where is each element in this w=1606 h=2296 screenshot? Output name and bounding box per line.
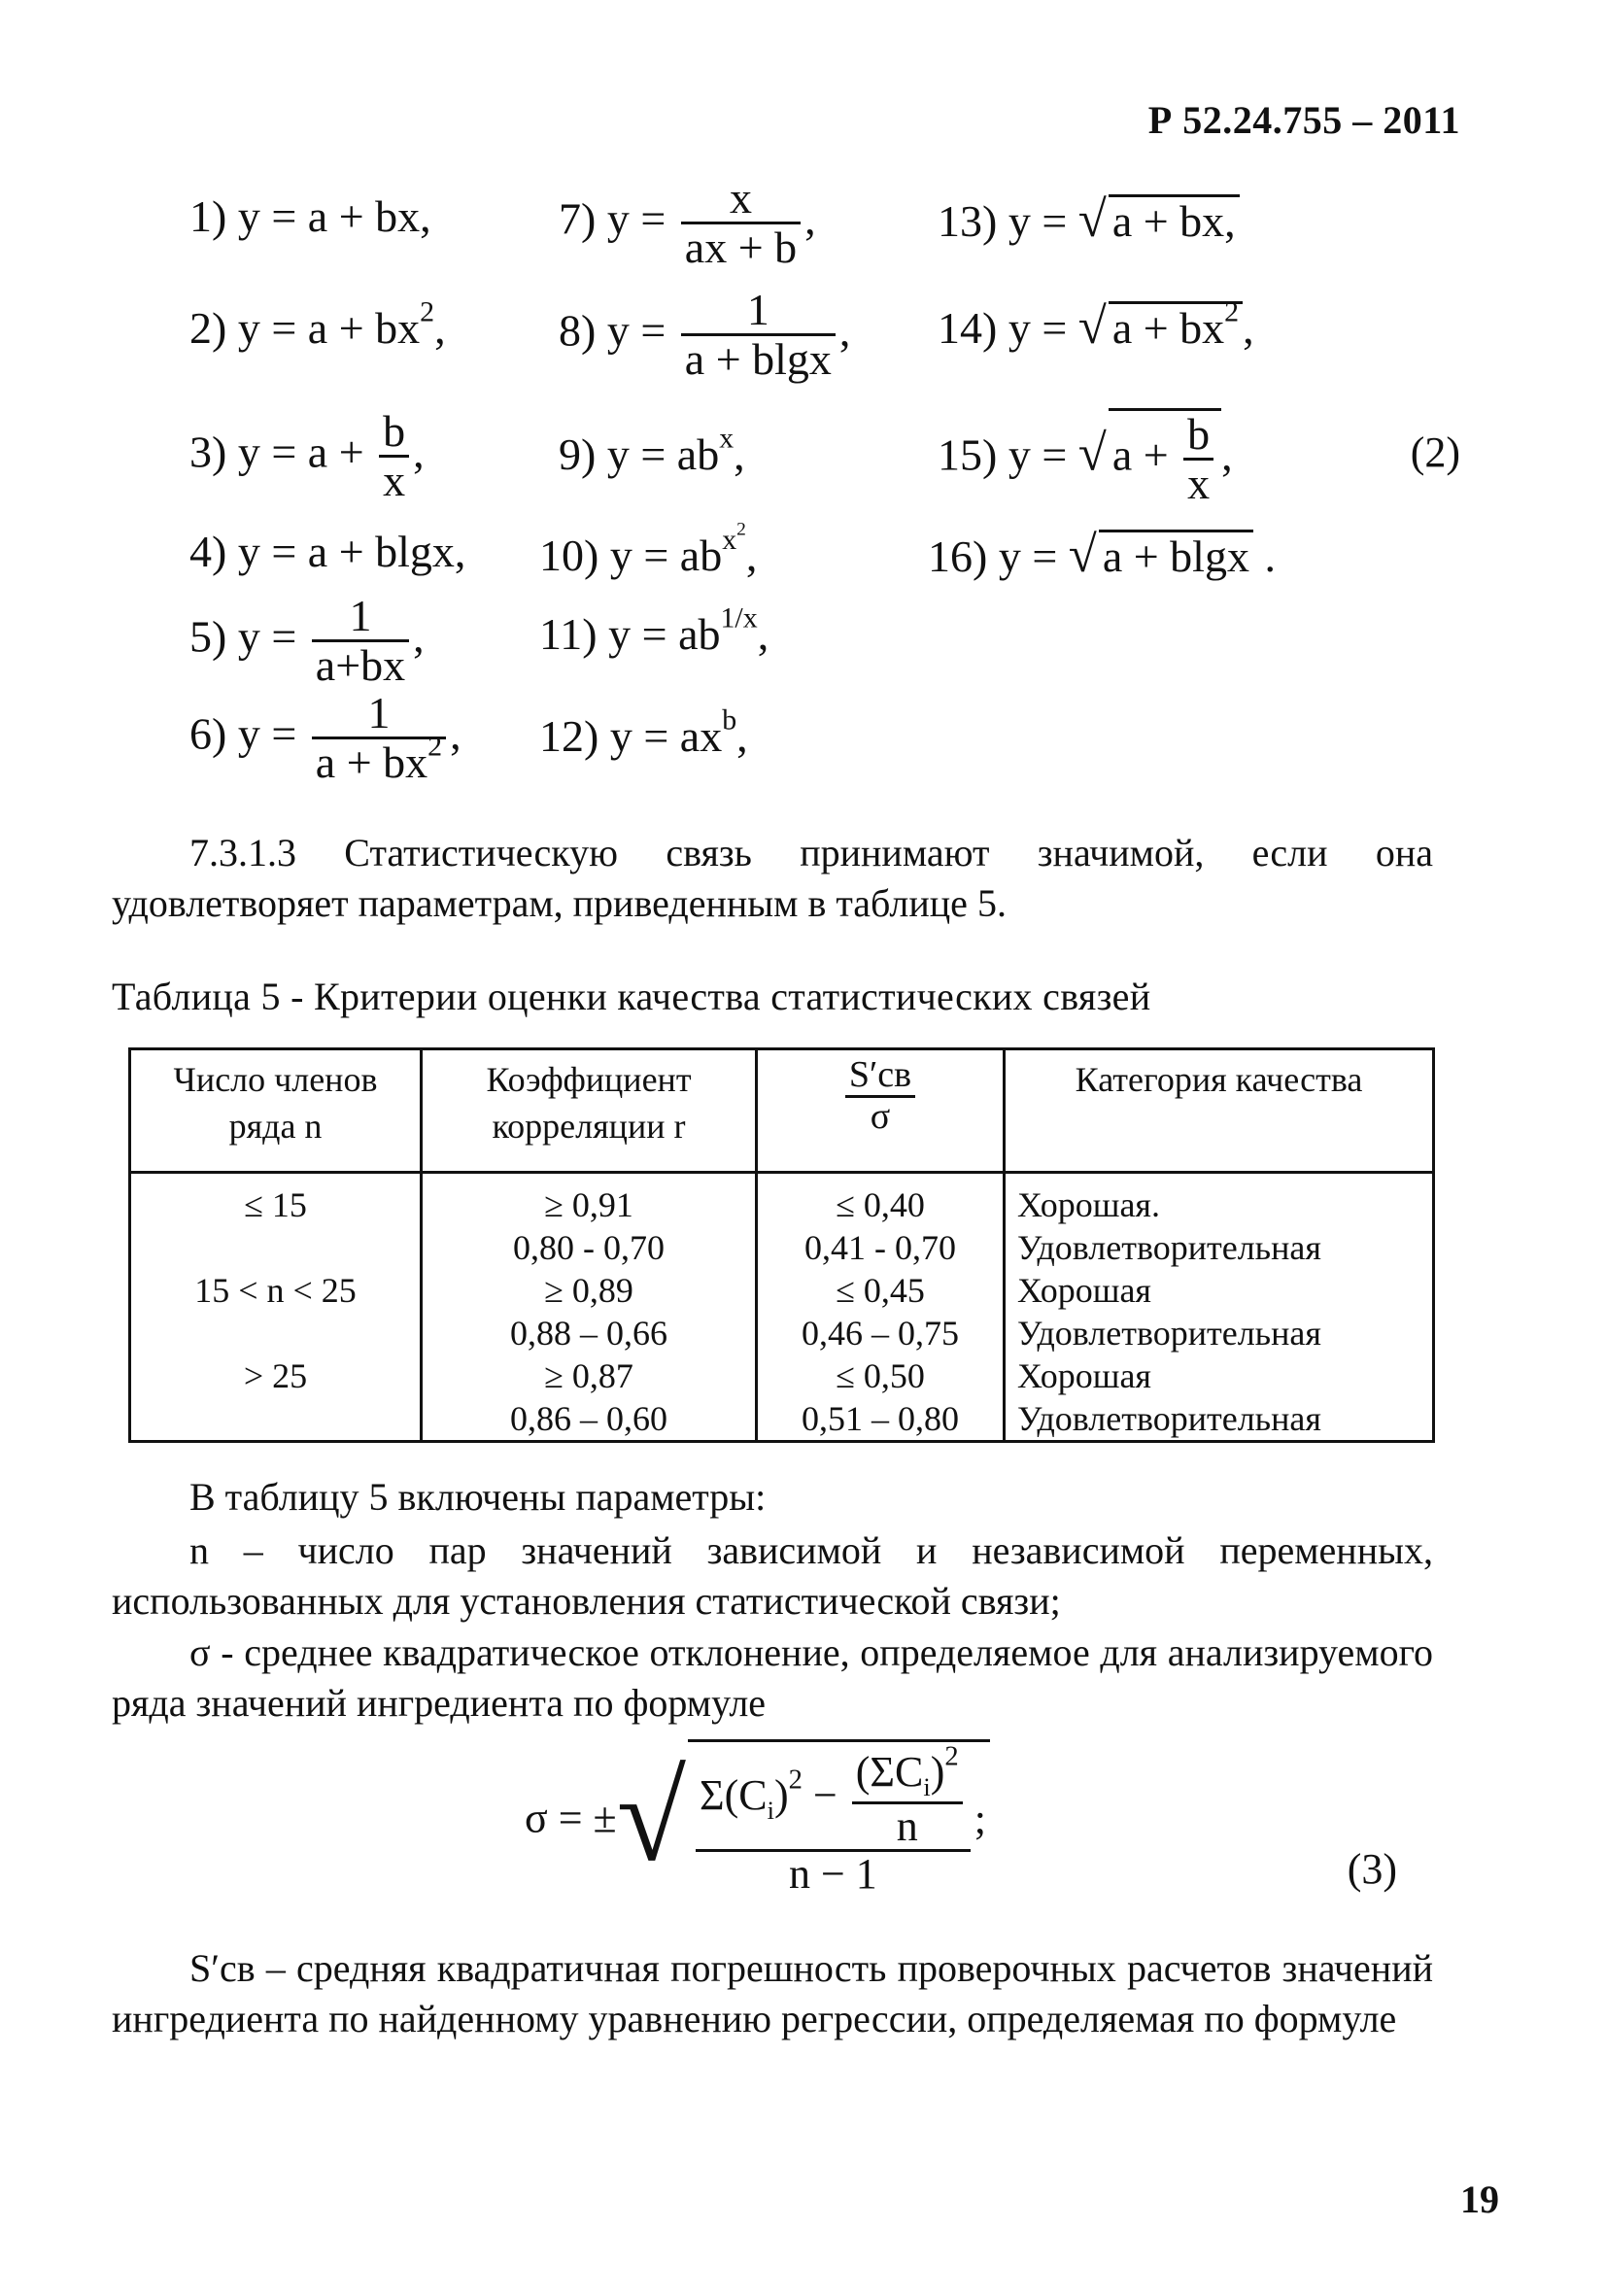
cell-s: 0,46 – 0,75 [757, 1312, 1005, 1354]
cell-s: ≤ 0,50 [757, 1354, 1005, 1397]
table-row [130, 1173, 1434, 1227]
table-row [130, 1269, 1434, 1312]
equation-1: 1) y = a + bx, [189, 191, 431, 241]
equation-2: 2) $y = a + bx^2$, [189, 295, 446, 353]
header-n: Число членов ряда n [130, 1049, 422, 1173]
cell-s: ≤ 0,40 [757, 1173, 1005, 1227]
cell-category: Удовлетворительная [1005, 1226, 1434, 1269]
cell-category: Удовлетворительная [1005, 1397, 1434, 1442]
equation-11: 11) $y = ab^{1/x}$, [539, 601, 769, 659]
header-category: Категория качества [1005, 1049, 1434, 1173]
definition-n: n – число пар значений зависимой и независимой переменных, использованных для установления статистической связи; [112, 1528, 1433, 1623]
equation-4: 4) y = a + blgx, [189, 527, 466, 576]
cell-n: > 25 [130, 1354, 422, 1397]
cell-n [130, 1312, 422, 1354]
table-caption: Таблица 5 - Критерии оценки качества статистических связей [112, 975, 1151, 1018]
cell-n [130, 1226, 422, 1269]
equation-group-number: (2) [1410, 428, 1460, 476]
cell-r: ≥ 0,91 [422, 1173, 757, 1227]
equation-7: 7) y = $\frac{x}{ax + b}$ , [559, 173, 816, 273]
equation-13: 13) y = √ a + bx, [938, 194, 1240, 247]
equation-8: 8) y = $\frac{1}{a + blgx}$ , [559, 285, 851, 385]
equation-9: 9) $y = ab^x$, [559, 422, 745, 479]
equation-14: 14) y = √ $a + bx^2$, [938, 295, 1254, 355]
cell-r: ≥ 0,89 [422, 1269, 757, 1312]
header-s-ratio: $\frac{S'св}{\sigma}$ [757, 1049, 1005, 1173]
table-row [130, 1226, 1434, 1269]
equation-3: 3) y = a + $\frac{b}{x}$ , [189, 406, 425, 506]
cell-category: Удовлетворительная [1005, 1312, 1434, 1354]
cell-category: Хорошая [1005, 1269, 1434, 1312]
equation-15: 15) y = √ a + $\frac{b}{x}$ , [938, 409, 1233, 509]
cell-r: 0,88 – 0,66 [422, 1312, 757, 1354]
parameters-intro: В таблицу 5 включены параметры: [189, 1475, 767, 1519]
cell-s: 0,41 - 0,70 [757, 1226, 1005, 1269]
section-paragraph: 7.3.1.3 Статистическую связь принимают значимой, если она удовлетворяет параметрам, приведенным в таблице 5. [112, 831, 1433, 925]
page-number: 19 [1460, 2177, 1499, 2221]
table-row [130, 1397, 1434, 1442]
definition-s: S′св – средняя квадратичная погрешность проверочных расчетов значений ингредиента по найденному уравнению регрессии, определяемая по формуле [112, 1946, 1433, 2040]
cell-n: 15 < n < 25 [130, 1269, 422, 1312]
cell-category: Хорошая. [1005, 1173, 1434, 1227]
header-r: Коэффициент корреляции r [422, 1049, 757, 1173]
equation-10: 10) $y = ab^{x^2}$, [539, 519, 758, 580]
sigma-formula: σ = ±√ $\Sigma(C_i)^2$ − $\frac{(\Sigma C_i)^2}{n}$ n − 1 ; [525, 1739, 990, 1897]
table-row [130, 1354, 1434, 1397]
equation-12: 12) $y = ax^b$, [539, 703, 748, 761]
cell-n [130, 1397, 422, 1442]
cell-s: ≤ 0,45 [757, 1269, 1005, 1312]
cell-r: 0,80 - 0,70 [422, 1226, 757, 1269]
equation-5: 5) y = $\frac{1}{a+bx}$ , [189, 591, 425, 691]
formula-number: (3) [1347, 1845, 1397, 1893]
equation-6: 6) y = $\frac{1}{a + bx^2}$ , [189, 688, 461, 788]
cell-r: 0,86 – 0,60 [422, 1397, 757, 1442]
table-header-row [130, 1049, 1434, 1173]
document-header: Р 52.24.755 – 2011 [1147, 98, 1460, 142]
table-row [130, 1312, 1434, 1354]
cell-r: ≥ 0,87 [422, 1354, 757, 1397]
cell-n: ≤ 15 [130, 1173, 422, 1227]
equation-16: 16) y = √ a + blgx . [928, 527, 1276, 583]
definition-sigma: σ - среднее квадратическое отклонение, определяемое для анализируемого ряда значений ингредиента по формуле [112, 1630, 1433, 1725]
criteria-table [128, 1047, 1435, 1443]
cell-category: Хорошая [1005, 1354, 1434, 1397]
cell-s: 0,51 – 0,80 [757, 1397, 1005, 1442]
